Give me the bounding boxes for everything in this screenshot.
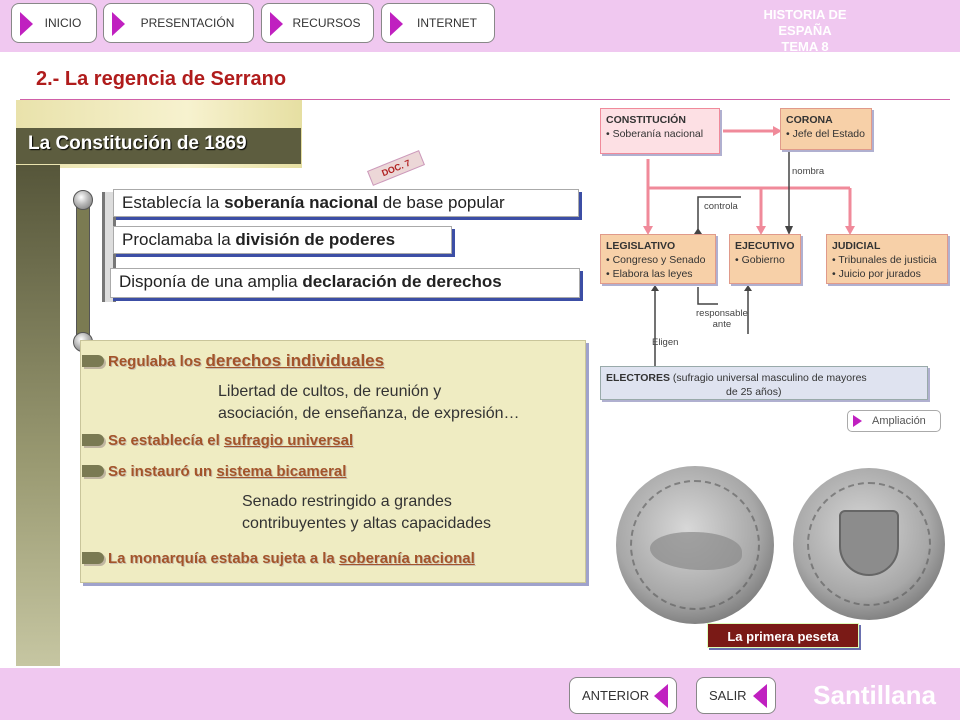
bullet-prefix: Se establecía el bbox=[108, 431, 224, 449]
coin-obverse-image bbox=[616, 466, 774, 624]
box-title: ELECTORES bbox=[606, 372, 670, 384]
card-bold-text: división de poderes bbox=[235, 230, 396, 249]
note-line: Libertad de cultos, de reunión y bbox=[218, 383, 442, 400]
box-title: CORONA bbox=[786, 114, 833, 126]
link-derechos-individuales[interactable]: derechos individuales bbox=[205, 351, 385, 370]
coin-caption: La primera peseta bbox=[707, 623, 859, 648]
nav-inicio-button[interactable] bbox=[11, 3, 97, 43]
box-item: (sufragio universal masculino de mayores bbox=[672, 372, 867, 384]
coin-reverse-image bbox=[793, 468, 945, 620]
anterior-button[interactable] bbox=[569, 677, 677, 714]
nav-internet-label: INTERNET bbox=[417, 16, 477, 30]
nav-presentacion-label: PRESENTACIÓN bbox=[140, 16, 235, 30]
box-title: CONSTITUCIÓN bbox=[606, 114, 686, 126]
anterior-label: ANTERIOR bbox=[582, 688, 650, 703]
salir-button[interactable] bbox=[696, 677, 776, 714]
note-line: contribuyentes y altas capacidades bbox=[242, 515, 492, 532]
box-item: • Juicio por jurados bbox=[832, 268, 921, 280]
box-corona bbox=[780, 108, 872, 150]
coin-shield bbox=[839, 510, 899, 576]
bullet-prefix: Regulaba los bbox=[108, 353, 206, 370]
bullet-arrow-icon bbox=[82, 552, 104, 564]
box-title: EJECUTIVO bbox=[735, 240, 795, 252]
card-bold-text: soberanía nacional bbox=[224, 193, 379, 212]
bullet-prefix: La monarquía estaba sujeta a la bbox=[108, 549, 339, 567]
course-header bbox=[745, 7, 865, 55]
bullet-text bbox=[108, 432, 353, 449]
card-text: de base popular bbox=[378, 193, 505, 212]
card-text: Establecía la bbox=[122, 193, 225, 212]
label-nombra: nombra bbox=[792, 166, 825, 177]
bullet-arrow-icon bbox=[82, 434, 104, 446]
label-responsable bbox=[696, 308, 748, 330]
card-division-poderes bbox=[113, 226, 452, 254]
back-arrow-icon bbox=[654, 684, 668, 708]
section-title: La Constitución de 1869 bbox=[16, 128, 301, 164]
box-item: • Congreso y Senado bbox=[606, 254, 706, 266]
ampliacion-button[interactable]: Ampliación bbox=[847, 410, 941, 432]
nav-inicio-label: INICIO bbox=[44, 16, 82, 30]
box-item: de 25 años) bbox=[726, 386, 782, 398]
note-derechos bbox=[218, 381, 520, 425]
bullet-text bbox=[108, 550, 475, 567]
note-senado bbox=[242, 491, 491, 535]
note-line: asociación, de enseñanza, de expresión… bbox=[218, 405, 520, 422]
label-line: responsable bbox=[696, 308, 748, 319]
course-unit: TEMA 8 bbox=[781, 39, 829, 54]
bullet-text bbox=[108, 351, 384, 371]
knob-top-icon bbox=[73, 190, 93, 210]
box-item: • Gobierno bbox=[735, 254, 785, 266]
box-ejecutivo bbox=[729, 234, 801, 284]
box-title: LEGISLATIVO bbox=[606, 240, 676, 252]
course-title: HISTORIA DE ESPAÑA bbox=[763, 7, 847, 38]
box-item: • Soberanía nacional bbox=[606, 128, 704, 140]
bullet-bicameral[interactable] bbox=[82, 462, 346, 480]
box-constitucion bbox=[600, 108, 720, 154]
link-sistema-bicameral[interactable]: sistema bicameral bbox=[216, 462, 347, 480]
constitution-diagram bbox=[598, 104, 950, 406]
link-soberania-nacional[interactable]: soberanía nacional bbox=[338, 549, 475, 567]
box-electores bbox=[600, 366, 928, 400]
bullet-monarquia[interactable] bbox=[82, 549, 475, 567]
bullet-arrow-icon bbox=[82, 355, 104, 367]
card-text: Proclamaba la bbox=[122, 230, 236, 249]
box-item: • Jefe del Estado bbox=[786, 128, 865, 140]
card-bold-text: declaración de derechos bbox=[302, 272, 502, 291]
nav-presentacion-button[interactable] bbox=[103, 3, 254, 43]
label-controla: controla bbox=[704, 201, 738, 212]
left-dark-strip bbox=[16, 165, 60, 666]
nav-internet-button[interactable] bbox=[381, 3, 495, 43]
vertical-connector-bar bbox=[76, 195, 90, 340]
label-eligen: Eligen bbox=[652, 337, 679, 348]
card-soberania bbox=[113, 189, 579, 217]
bullet-text bbox=[108, 463, 346, 480]
bullet-arrow-icon bbox=[82, 465, 104, 477]
box-legislativo bbox=[600, 234, 716, 284]
note-line: Senado restringido a grandes bbox=[242, 493, 452, 510]
page-title: 2.- La regencia de Serrano bbox=[36, 68, 287, 90]
nav-recursos-button[interactable] bbox=[261, 3, 374, 43]
box-item: • Elabora las leyes bbox=[606, 268, 693, 280]
doc-tag[interactable]: DOC. 7 bbox=[367, 150, 425, 186]
card-declaracion-derechos bbox=[110, 268, 580, 298]
box-judicial bbox=[826, 234, 948, 284]
salir-label: SALIR bbox=[709, 688, 747, 703]
box-title: JUDICIAL bbox=[832, 240, 881, 252]
label-line: ante bbox=[712, 319, 732, 330]
bullet-derechos[interactable] bbox=[82, 352, 384, 370]
bullet-sufragio[interactable] bbox=[82, 431, 353, 449]
back-arrow-icon bbox=[753, 684, 767, 708]
brand-logo: Santillana bbox=[813, 680, 936, 710]
nav-recursos-label: RECURSOS bbox=[292, 16, 361, 30]
link-sufragio-universal[interactable]: sufragio universal bbox=[223, 431, 354, 449]
card-text: Disponía de una amplia bbox=[119, 272, 303, 291]
bullet-prefix: Se instauró un bbox=[108, 462, 217, 480]
box-item: • Tribunales de justicia bbox=[832, 254, 937, 266]
